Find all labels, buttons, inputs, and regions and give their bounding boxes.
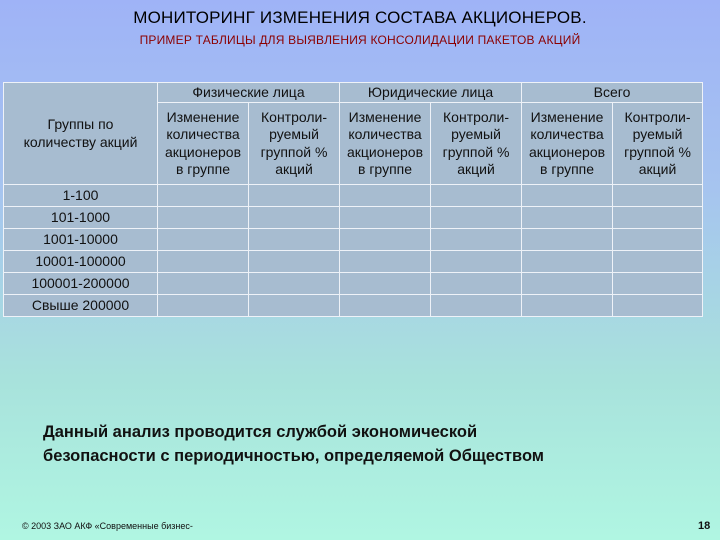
table-row bbox=[4, 295, 703, 317]
table-cell bbox=[613, 273, 703, 295]
table-cell bbox=[340, 273, 431, 295]
table-cell bbox=[522, 251, 613, 273]
table-cell bbox=[249, 185, 340, 207]
table-cell bbox=[340, 295, 431, 317]
slide-title: МОНИТОРИНГ ИЗМЕНЕНИЯ СОСТАВА АКЦИОНЕРОВ. bbox=[133, 8, 587, 27]
group-header-individuals: Физические лица bbox=[158, 83, 340, 103]
row-header-cell bbox=[4, 83, 158, 185]
table-cell bbox=[431, 273, 522, 295]
table-cell bbox=[158, 185, 249, 207]
copyright-notice: © 2003 ЗАО АКФ «Современные бизнес- bbox=[22, 521, 193, 531]
subheader-controlled-percent: Контроли- руемый группой % акций bbox=[613, 103, 703, 185]
table-row bbox=[4, 185, 703, 207]
table-row bbox=[4, 273, 703, 295]
table-cell bbox=[249, 273, 340, 295]
table-cell bbox=[613, 229, 703, 251]
row-header-line1: Группы по bbox=[47, 116, 114, 133]
subheader-change-count: Изменение количества акционеров в группе bbox=[158, 103, 249, 185]
table-cell bbox=[158, 207, 249, 229]
table-cell bbox=[613, 295, 703, 317]
subheader-change-count: Изменение количества акционеров в группе bbox=[340, 103, 431, 185]
table-cell bbox=[158, 251, 249, 273]
slide-subtitle: ПРИМЕР ТАБЛИЦЫ ДЛЯ ВЫЯВЛЕНИЯ КОНСОЛИДАЦИИ ПАКЕТОВ АКЦИЙ bbox=[139, 33, 581, 47]
table-cell bbox=[158, 273, 249, 295]
subheader-controlled-percent: Контроли- руемый группой % акций bbox=[249, 103, 340, 185]
table-cell bbox=[522, 207, 613, 229]
group-range-label: 101-1000 bbox=[4, 207, 158, 229]
table-cell bbox=[522, 295, 613, 317]
table-cell bbox=[158, 295, 249, 317]
table-row bbox=[4, 251, 703, 273]
row-header-line2: количеству акций bbox=[23, 133, 138, 150]
subheader-controlled-percent: Контроли- руемый группой % акций bbox=[431, 103, 522, 185]
group-range-label: 1-100 bbox=[4, 185, 158, 207]
table-cell bbox=[522, 273, 613, 295]
table-cell bbox=[249, 295, 340, 317]
shareholder-monitoring-table bbox=[3, 82, 703, 317]
group-header-legal-entities: Юридические лица bbox=[340, 83, 522, 103]
table-cell bbox=[613, 251, 703, 273]
group-range-label: 1001-10000 bbox=[4, 229, 158, 251]
group-header-total: Всего bbox=[522, 83, 703, 103]
caption-line-1: Данный анализ проводится службой экономической bbox=[43, 423, 478, 441]
page-number: 18 bbox=[698, 520, 711, 532]
table-cell bbox=[340, 185, 431, 207]
table-cell bbox=[340, 229, 431, 251]
table-cell bbox=[431, 185, 522, 207]
table-row bbox=[4, 207, 703, 229]
table-cell bbox=[522, 185, 613, 207]
table-cell bbox=[431, 229, 522, 251]
table-cell bbox=[340, 251, 431, 273]
caption-line-2: безопасности с периодичностью, определяемой Обществом bbox=[43, 447, 545, 465]
table-cell bbox=[249, 251, 340, 273]
table-cell bbox=[613, 207, 703, 229]
table-cell bbox=[522, 229, 613, 251]
table-cell bbox=[431, 207, 522, 229]
subheader-change-count: Изменение количества акционеров в группе bbox=[522, 103, 613, 185]
table-row bbox=[4, 229, 703, 251]
table-cell bbox=[431, 295, 522, 317]
table-cell bbox=[158, 229, 249, 251]
group-range-label: 10001-100000 bbox=[4, 251, 158, 273]
table-cell bbox=[613, 185, 703, 207]
group-range-label: 100001-200000 bbox=[4, 273, 158, 295]
table-cell bbox=[249, 207, 340, 229]
group-range-label: Свыше 200000 bbox=[4, 295, 158, 317]
table-cell bbox=[431, 251, 522, 273]
table-cell bbox=[249, 229, 340, 251]
slide-caption bbox=[43, 420, 683, 468]
table-cell bbox=[340, 207, 431, 229]
